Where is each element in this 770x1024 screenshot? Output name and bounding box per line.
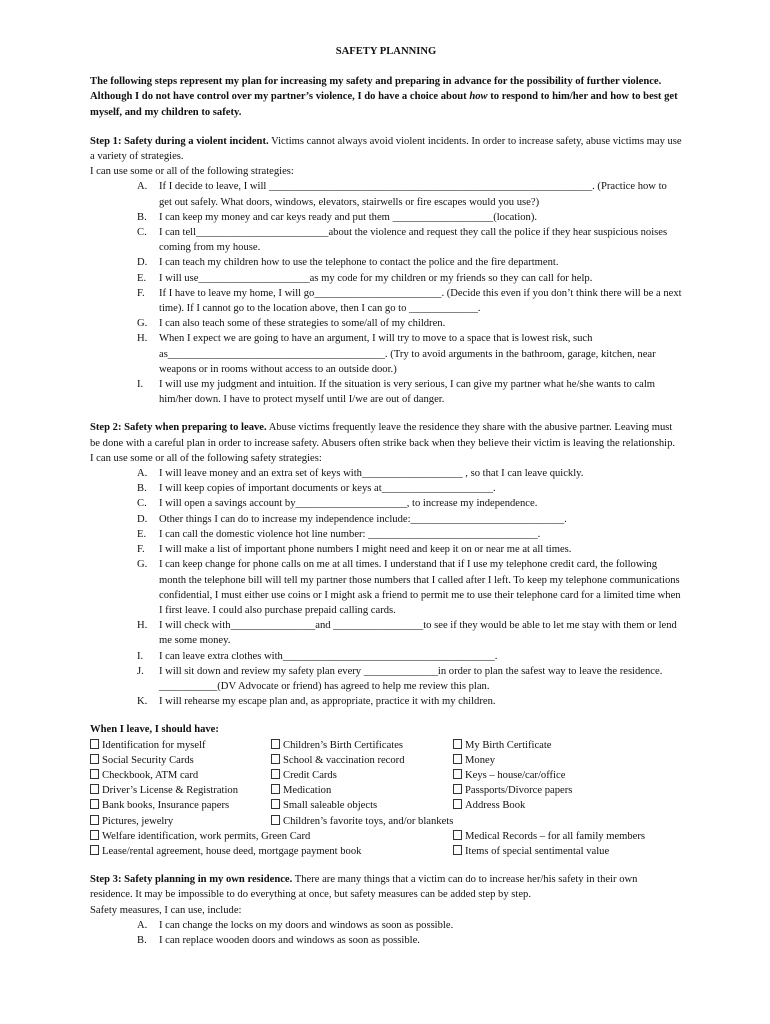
checkbox-icon[interactable]: [90, 799, 99, 809]
checklist-item-label: Money: [465, 754, 496, 766]
list-item: [90, 210, 682, 225]
list-item: [90, 618, 682, 648]
checklist-item[interactable]: [90, 844, 453, 859]
list-item: [90, 466, 682, 481]
item-label: E.: [137, 528, 147, 540]
checklist-item[interactable]: [453, 753, 682, 768]
item-text: I will open a savings account by_____________________, to increase my independence.: [159, 498, 538, 510]
checklist-item-label: Items of special sentimental value: [465, 845, 610, 857]
checklist-row: [90, 829, 682, 844]
checklist-item[interactable]: [271, 753, 453, 768]
checkbox-icon[interactable]: [90, 769, 99, 779]
step-1-body: Victims cannot always avoid violent incidents. In order to increase safety, abuse victims may use a variety of strategies.: [90, 135, 682, 163]
checklist-row: [90, 814, 682, 829]
list-item: [90, 331, 682, 377]
checklist-item-label: Welfare identification, work permits, Green Card: [102, 830, 311, 842]
item-text: I can teach my children how to use the telephone to contact the police and the fire department.: [159, 257, 559, 269]
checklist-item-label: Bank books, Insurance papers: [102, 800, 230, 812]
checklist-heading: When I leave, I should have:: [90, 724, 219, 736]
checklist-row: [90, 738, 682, 753]
checkbox-icon[interactable]: [271, 769, 280, 779]
list-item: [90, 316, 682, 331]
checklist-item-label: Small saleable objects: [283, 800, 378, 812]
checklist-item[interactable]: [90, 753, 271, 768]
list-item: [90, 557, 682, 618]
checklist-item-label: Driver’s License & Registration: [102, 785, 239, 797]
checklist-item[interactable]: [271, 768, 453, 783]
checklist-item-label: Address Book: [465, 800, 526, 812]
checklist-item-label: School & vaccination record: [283, 754, 405, 766]
checklist-row: [90, 844, 682, 859]
item-label: K.: [137, 696, 148, 708]
list-item: [90, 933, 682, 948]
checkbox-icon[interactable]: [90, 784, 99, 794]
item-label: C.: [137, 227, 147, 239]
item-text: I can call the domestic violence hot line number: ________________________________.: [159, 528, 541, 540]
checkbox-icon[interactable]: [90, 830, 99, 840]
item-label: A.: [137, 919, 148, 931]
checkbox-icon[interactable]: [453, 739, 462, 749]
item-label: H.: [137, 620, 148, 632]
item-text: I can also teach some of these strategies to some/all of my children.: [159, 318, 446, 330]
item-label: F.: [137, 287, 145, 299]
item-label: B.: [137, 934, 147, 946]
item-label: E.: [137, 272, 147, 284]
document-page: [90, 44, 682, 948]
checklist-item[interactable]: [271, 798, 453, 813]
item-text: I can tell_________________________about the violence and request they call the police if they hear suspicious noises coming from my house.: [159, 227, 668, 254]
item-text: I will use my judgment and intuition. If the situation is very serious, I can give my partner what he/she wants to calm him/her down. I have to protect myself until I/we are out of danger.: [159, 379, 656, 406]
item-label: F.: [137, 544, 145, 556]
checklist-section: [90, 722, 682, 859]
item-text: I will sit down and review my safety plan every ______________in order to plan the safest way to leave the residence. ___________(DV Advocate or friend) has agreed to help me review this plan.: [159, 665, 663, 692]
checkbox-icon[interactable]: [271, 799, 280, 809]
item-label: J.: [137, 665, 144, 677]
step-2-paragraph: [90, 420, 682, 450]
checklist-item[interactable]: [90, 829, 453, 844]
list-item: [90, 496, 682, 511]
step-3-lead: Safety measures, I can use, include:: [90, 904, 242, 916]
checkbox-icon[interactable]: [90, 845, 99, 855]
checklist-item-label: My Birth Certificate: [465, 739, 552, 751]
checklist-item[interactable]: [90, 814, 271, 829]
list-item: [90, 918, 682, 933]
intro-emphasis: how: [469, 91, 488, 103]
checklist-item-label: Children’s Birth Certificates: [283, 739, 404, 751]
checklist-row: [90, 768, 682, 783]
intro-text-end: to respond to him/her and how to best get myself, and my children to safety.: [90, 91, 678, 118]
list-item: [90, 255, 682, 270]
checklist-item-label: Credit Cards: [283, 769, 337, 781]
checkbox-icon[interactable]: [90, 815, 99, 825]
item-label: D.: [137, 257, 148, 269]
list-item: [90, 694, 682, 709]
item-text: I can change the locks on my doors and windows as soon as possible.: [159, 919, 454, 931]
checklist-item-label: Medication: [283, 785, 332, 797]
checkbox-icon[interactable]: [271, 754, 280, 764]
checklist-item-label: Keys – house/car/office: [465, 769, 566, 781]
checklist-item[interactable]: [271, 783, 453, 798]
item-label: C.: [137, 498, 147, 510]
checklist-item[interactable]: [90, 738, 271, 753]
step-1-paragraph: [90, 134, 682, 164]
checkbox-icon[interactable]: [90, 754, 99, 764]
list-item: [90, 542, 682, 557]
checklist-item[interactable]: [90, 783, 271, 798]
checklist-item[interactable]: [90, 798, 271, 813]
item-text: I will check with________________and _________________to see if they would be able to let me stay with them or lend me some money.: [159, 620, 677, 647]
checklist-item[interactable]: [453, 783, 682, 798]
checkbox-icon[interactable]: [90, 739, 99, 749]
item-text: I can leave extra clothes with________________________________________.: [159, 650, 498, 662]
step-3-body: There are many things that a victim can do to increase her/his safety in their own residence. It may be impossible to do everything at once, but safety measures can be added step by step.: [90, 874, 638, 901]
item-label: B.: [137, 211, 147, 223]
checklist-item-label: Passports/Divorce papers: [465, 785, 573, 797]
step-1-lead: I can use some or all of the following strategies:: [90, 166, 294, 178]
item-text: I can replace wooden doors and windows as soon as possible.: [159, 934, 420, 946]
list-item: [90, 179, 682, 209]
checklist-item[interactable]: [271, 814, 682, 829]
list-item: [90, 664, 682, 694]
checkbox-icon[interactable]: [271, 784, 280, 794]
list-item: [90, 527, 682, 542]
intro-text-start: The following steps represent my plan for increasing my safety and preparing in advance for the possibility of further violence. Although I do not have control over my partner’s violence, I do have a choice about: [90, 76, 662, 103]
item-text: I will leave money and an extra set of keys with___________________ , so that I can leave quickly.: [159, 468, 584, 480]
step-2-section: [90, 420, 682, 709]
item-text: When I expect we are going to have an argument, I will try to move to a space that is lowest risk, such as_________________________________________. (Try to avoid arguments in the bathroom, garage, kitchen, near weapons or in rooms without access to an outside door.): [159, 333, 656, 375]
item-label: I.: [137, 650, 144, 662]
item-label: A.: [137, 468, 148, 480]
step-2-lead: I can use some or all of the following safety strategies:: [90, 452, 322, 464]
list-item: [90, 512, 682, 527]
intro-paragraph: [90, 74, 682, 120]
checkbox-icon[interactable]: [453, 754, 462, 764]
checklist-item[interactable]: [453, 829, 682, 844]
item-label: I.: [137, 379, 144, 391]
item-text: If I decide to leave, I will _____________________________________________________________. (Practice how to get out safely. What doors, windows, elevators, stairwells or fire escapes would you use?): [159, 181, 667, 208]
step-2-body: Abuse victims frequently leave the residence they share with the abusive partner. Leaving must be done with a careful plan in order to increase safety. Abusers often strike back when they believe their victim is leaving the relationship.: [90, 422, 676, 449]
list-item: [90, 225, 682, 255]
list-item: [90, 377, 682, 407]
checklist-item[interactable]: [90, 768, 271, 783]
item-text: I will make a list of important phone numbers I might need and keep it on or near me at all times.: [159, 544, 572, 556]
checklist-item-label: Medical Records – for all family members: [465, 830, 646, 842]
item-text: I will keep copies of important documents or keys at_____________________.: [159, 483, 496, 495]
checklist-row: [90, 753, 682, 768]
checklist-item[interactable]: [453, 798, 682, 813]
item-label: G.: [137, 559, 148, 571]
list-item: [90, 649, 682, 664]
checklist-item-label: Lease/rental agreement, house deed, mortgage payment book: [102, 845, 362, 857]
step-2-list: [90, 466, 682, 709]
checklist-item-label: Identification for myself: [102, 739, 206, 751]
checklist-item[interactable]: [453, 768, 682, 783]
item-text: I will rehearse my escape plan and, as appropriate, practice it with my children.: [159, 696, 496, 708]
step-3-section: [90, 872, 682, 948]
checkbox-icon[interactable]: [453, 845, 462, 855]
item-label: B.: [137, 483, 147, 495]
step-3-paragraph: [90, 872, 682, 902]
checklist-row: [90, 798, 682, 813]
item-text: I will use_____________________as my code for my children or my friends so they can call for help.: [159, 272, 593, 284]
list-item: [90, 286, 682, 316]
step-1-list: [90, 179, 682, 407]
item-label: G.: [137, 318, 148, 330]
checkbox-icon[interactable]: [453, 769, 462, 779]
item-text: I can keep my money and car keys ready and put them ___________________(location).: [159, 211, 538, 223]
step-1-heading: Step 1: Safety during a violent incident.: [90, 135, 269, 147]
item-label: D.: [137, 513, 148, 525]
checkbox-icon[interactable]: [271, 739, 280, 749]
item-text: I can keep change for phone calls on me at all times. I understand that if I use my telephone credit card, the following month the telephone bill will tell my partner those numbers that I called after I left. To keep my telephone communications confidential, I must either use coins or I might ask a friend to permit me to use their telephone card for a limited time when I first leave. I could also purchase prepaid calling cards.: [159, 559, 681, 616]
step-3-list: [90, 918, 682, 948]
checkbox-icon[interactable]: [271, 815, 280, 825]
item-label: H.: [137, 333, 148, 345]
item-label: A.: [137, 181, 148, 193]
list-item: [90, 481, 682, 496]
checklist-row: [90, 783, 682, 798]
checklist-item-label: Social Security Cards: [102, 754, 194, 766]
step-3-heading: Step 3: Safety planning in my own residence.: [90, 874, 293, 886]
checkbox-icon[interactable]: [453, 784, 462, 794]
step-1-section: [90, 134, 682, 408]
checklist-item[interactable]: [453, 844, 682, 859]
list-item: [90, 271, 682, 286]
checklist-item[interactable]: [271, 738, 453, 753]
checklist-item-label: Checkbook, ATM card: [102, 769, 199, 781]
item-text: If I have to leave my home, I will go________________________. (Decide this even if you don’t think there will be a next time). If I cannot go to the location above, then I can go to _____________.: [159, 287, 682, 315]
checkbox-icon[interactable]: [453, 799, 462, 809]
checklist-item-label: Children’s favorite toys, and/or blankets: [283, 815, 454, 827]
checklist-item-label: Pictures, jewelry: [102, 815, 174, 827]
checklist-item[interactable]: [453, 738, 682, 753]
step-2-heading: Step 2: Safety when preparing to leave.: [90, 422, 267, 434]
checkbox-icon[interactable]: [453, 830, 462, 840]
page-title: SAFETY PLANNING: [335, 46, 437, 57]
item-text: Other things I can do to increase my independence include:_____________________________.: [159, 513, 567, 525]
